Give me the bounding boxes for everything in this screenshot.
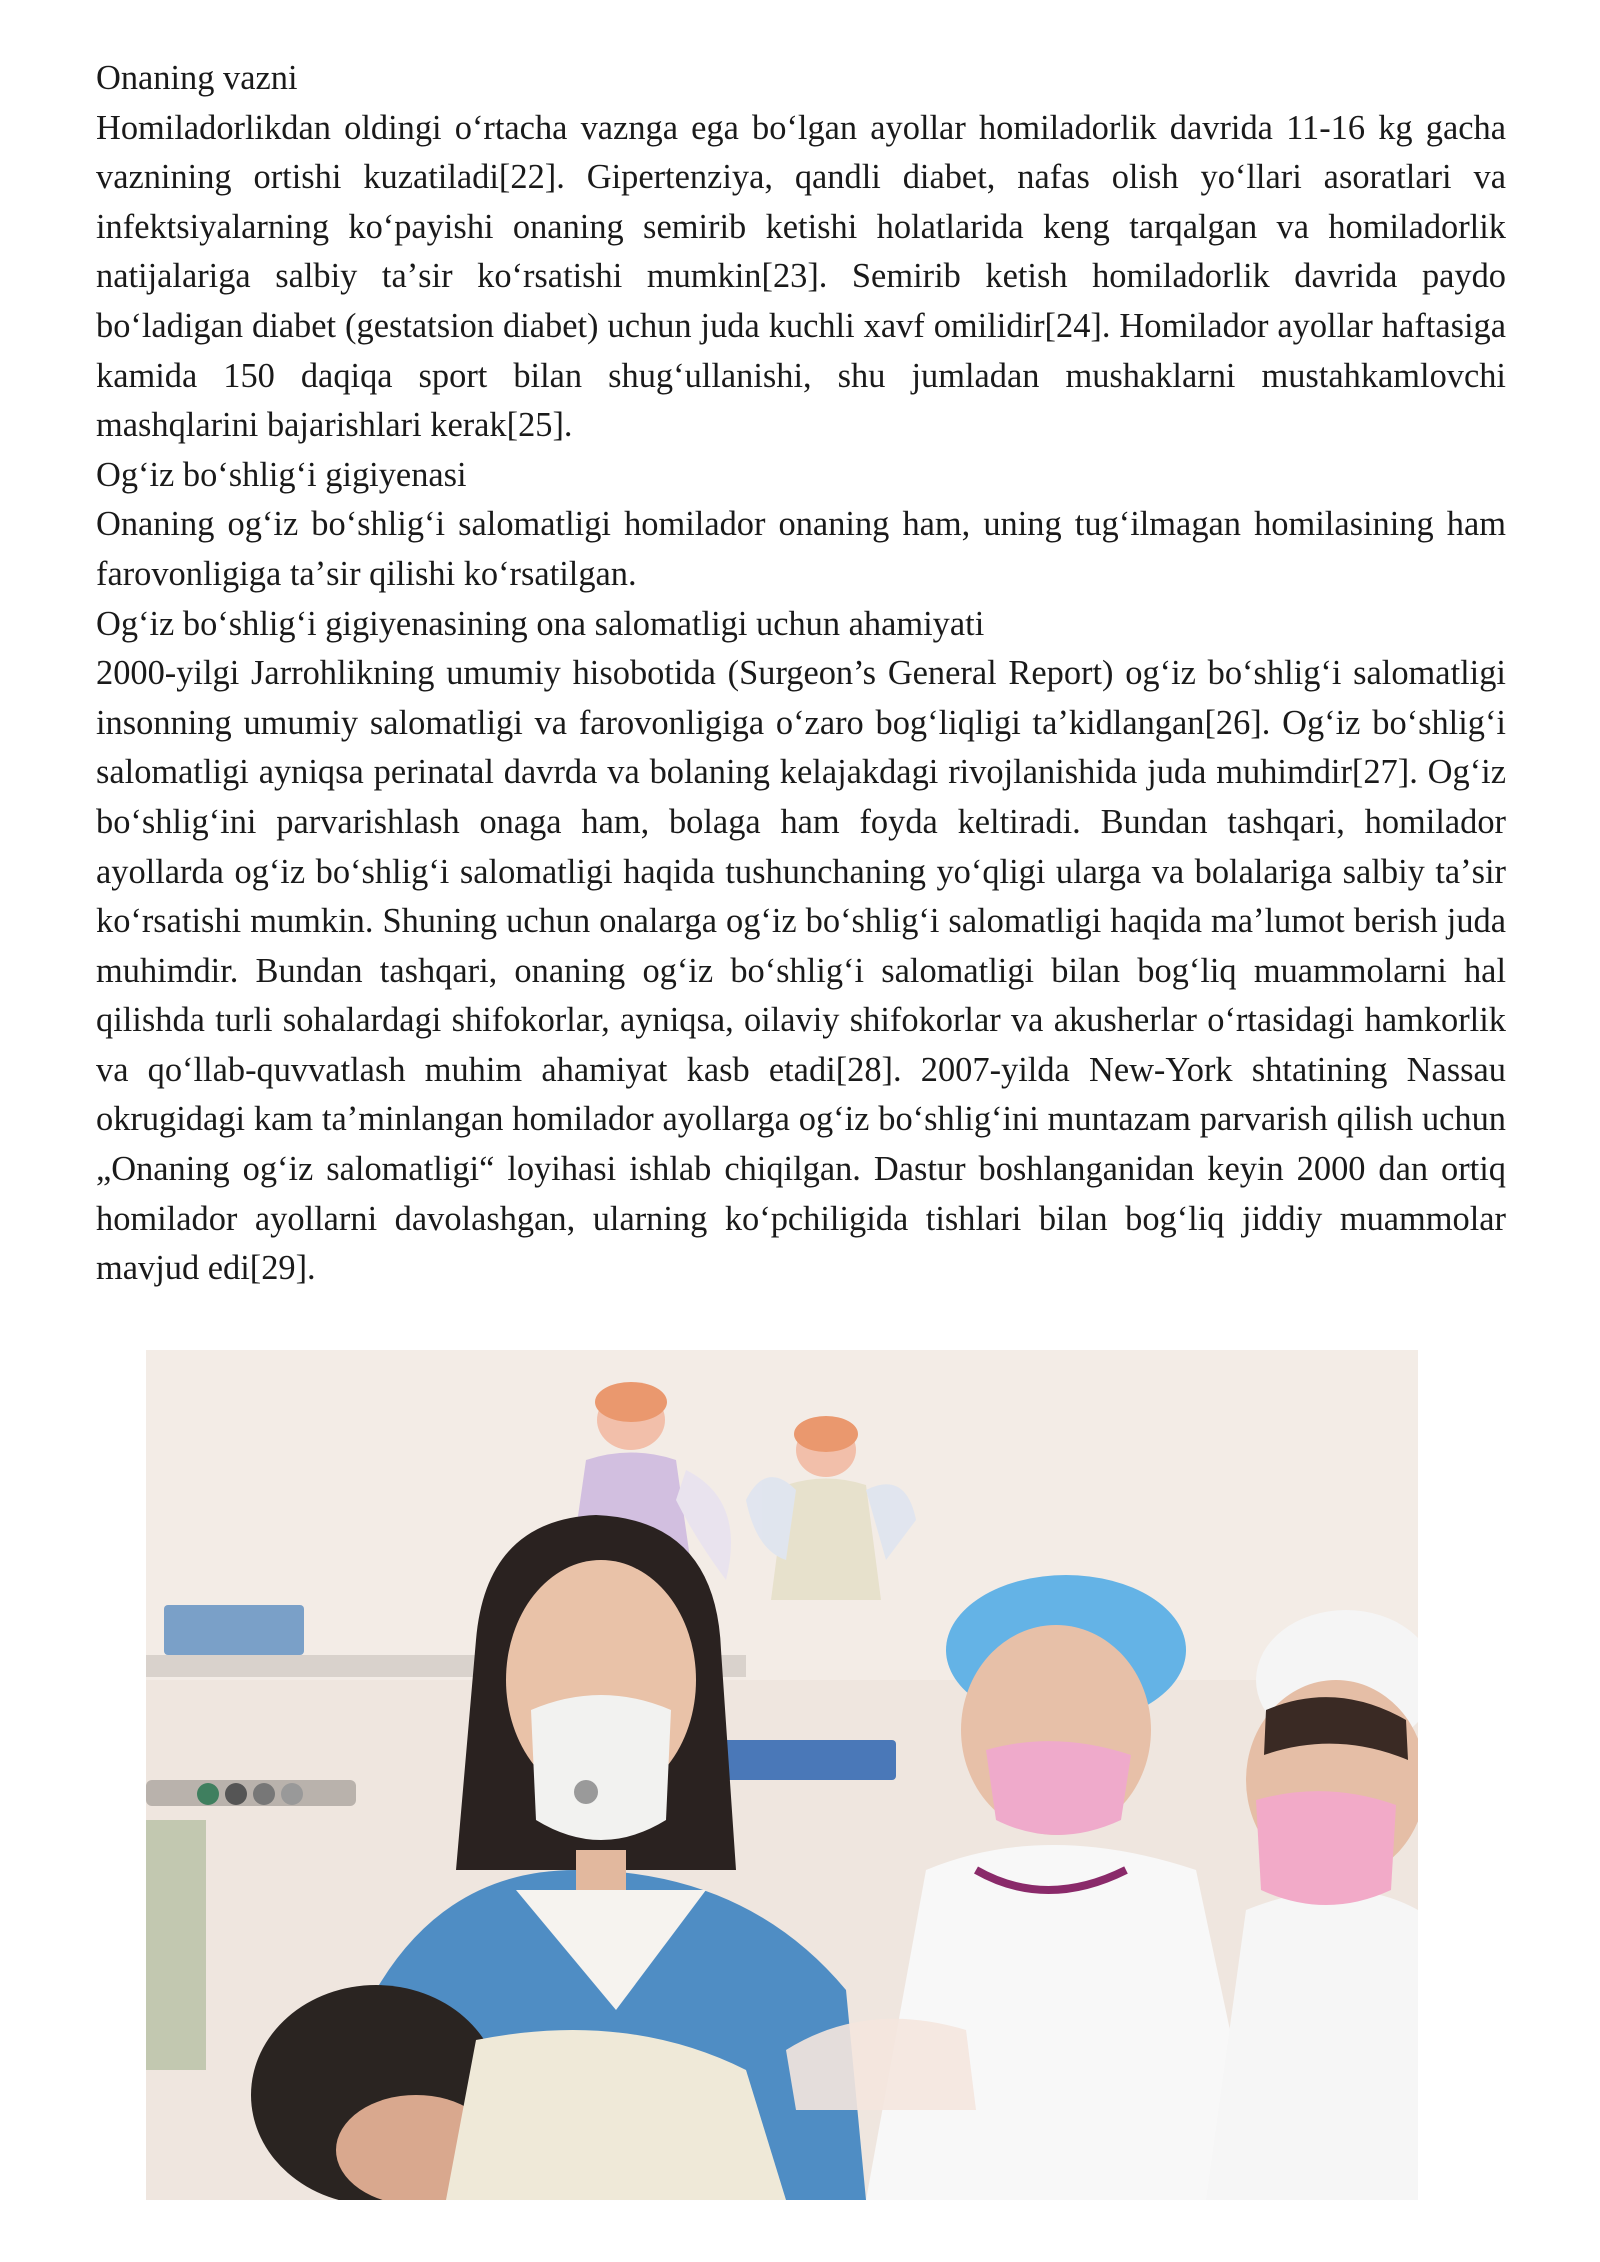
section-heading-maternal-weight: Onaning vazni xyxy=(96,59,298,97)
section-heading-oral-hygiene-importance: Ogʻiz boʻshligʻi gigiyenasining ona salomatligi uchun ahamiyati xyxy=(96,604,985,643)
section-heading-oral-hygiene: Ogʻiz boʻshligʻi gigiyenasi xyxy=(96,455,467,494)
section-paragraph-oral-hygiene: Onaning ogʻiz boʻshligʻi salomatligi homilador onaning ham, uning tugʻilmagan homilasining ham farovonligiga taʼsir qilishi koʻrsatilgan. xyxy=(96,505,1506,593)
section-paragraph-oral-hygiene-importance: 2000-yilgi Jarrohlikning umumiy hisobotida (Surgeon’s General Report) ogʻiz boʻshligʻi salomatligi insonning umumiy salomatligi va farovonligiga oʻzaro bogʻliqligi taʼkidlangan[26]. Ogʻiz boʻshligʻi salomatligi ayniqsa perinatal davrda va bolaning kelajakdagi rivojlanishida juda muhimdir[27]. Ogʻiz boʻshligʻini parvarishlash onaga ham, bolaga ham foyda keltiradi. Bundan tashqari, homilador ayollarda ogʻiz boʻshligʻi salomatligi haqida tushunchaning yoʻqligi ularga va bolalariga salbiy taʼsir koʻrsatishi mumkin. Shuning uchun onalarga ogʻiz boʻshligʻi salomatligi haqida maʼlumot berish juda muhimdir. Bundan tashqari, onaning ogʻiz boʻshligʻi salomatligi bilan bogʻliq muammolarni hal qilishda turli sohalardagi shifokorlar, ayniqsa, oilaviy shifokorlar va akusherlar oʻrtasidagi hamkorlik va qoʻllab-quvvatlash muhim ahamiyat kasb etadi[28]. 2007-yilda New-York shtatining Nassau okrugidagi kam taʼminlangan homilador ayollarga ogʻiz boʻshligʻini muntazam parvarish qilish uchun „Onaning ogʻiz salomatligi“ loyihasi ishlab chiqilgan. Dastur boshlanganidan keyin 2000 dan ortiq homilador ayollarni davolashgan, ularning koʻpchiligida tishlari bilan bogʻliq jiddiy muammolar mavjud edi[29]. xyxy=(96,654,1506,1288)
document-body xyxy=(96,54,1506,1294)
photo-illustration xyxy=(146,1350,1418,2200)
section-paragraph-maternal-weight: Homiladorlikdan oldingi oʻrtacha vaznga ega boʻlgan ayollar homiladorlik davrida 11-16 kg gacha vaznining ortishi kuzatiladi[22]. Gipertenziya, qandli diabet, nafas olish yoʻllari asoratlari va infektsiyalarning koʻpayishi onaning semirib ketishi holatlarida keng tarqalgan va homiladorlik natijalariga salbiy taʼsir koʻrsatishi mumkin[23]. Semirib ketish homiladorlik davrida paydo boʻladigan diabet (gestatsion diabet) uchun juda kuchli xavf omilidir[24]. Homilador ayollar haftasiga kamida 150 daqiqa sport bilan shugʻullanishi, shu jumladan mushaklarni mustahkamlovchi mashqlarini bajarishlari kerak[25]. xyxy=(96,108,1506,445)
photo-mother-newborn-nurses xyxy=(146,1350,1418,2200)
